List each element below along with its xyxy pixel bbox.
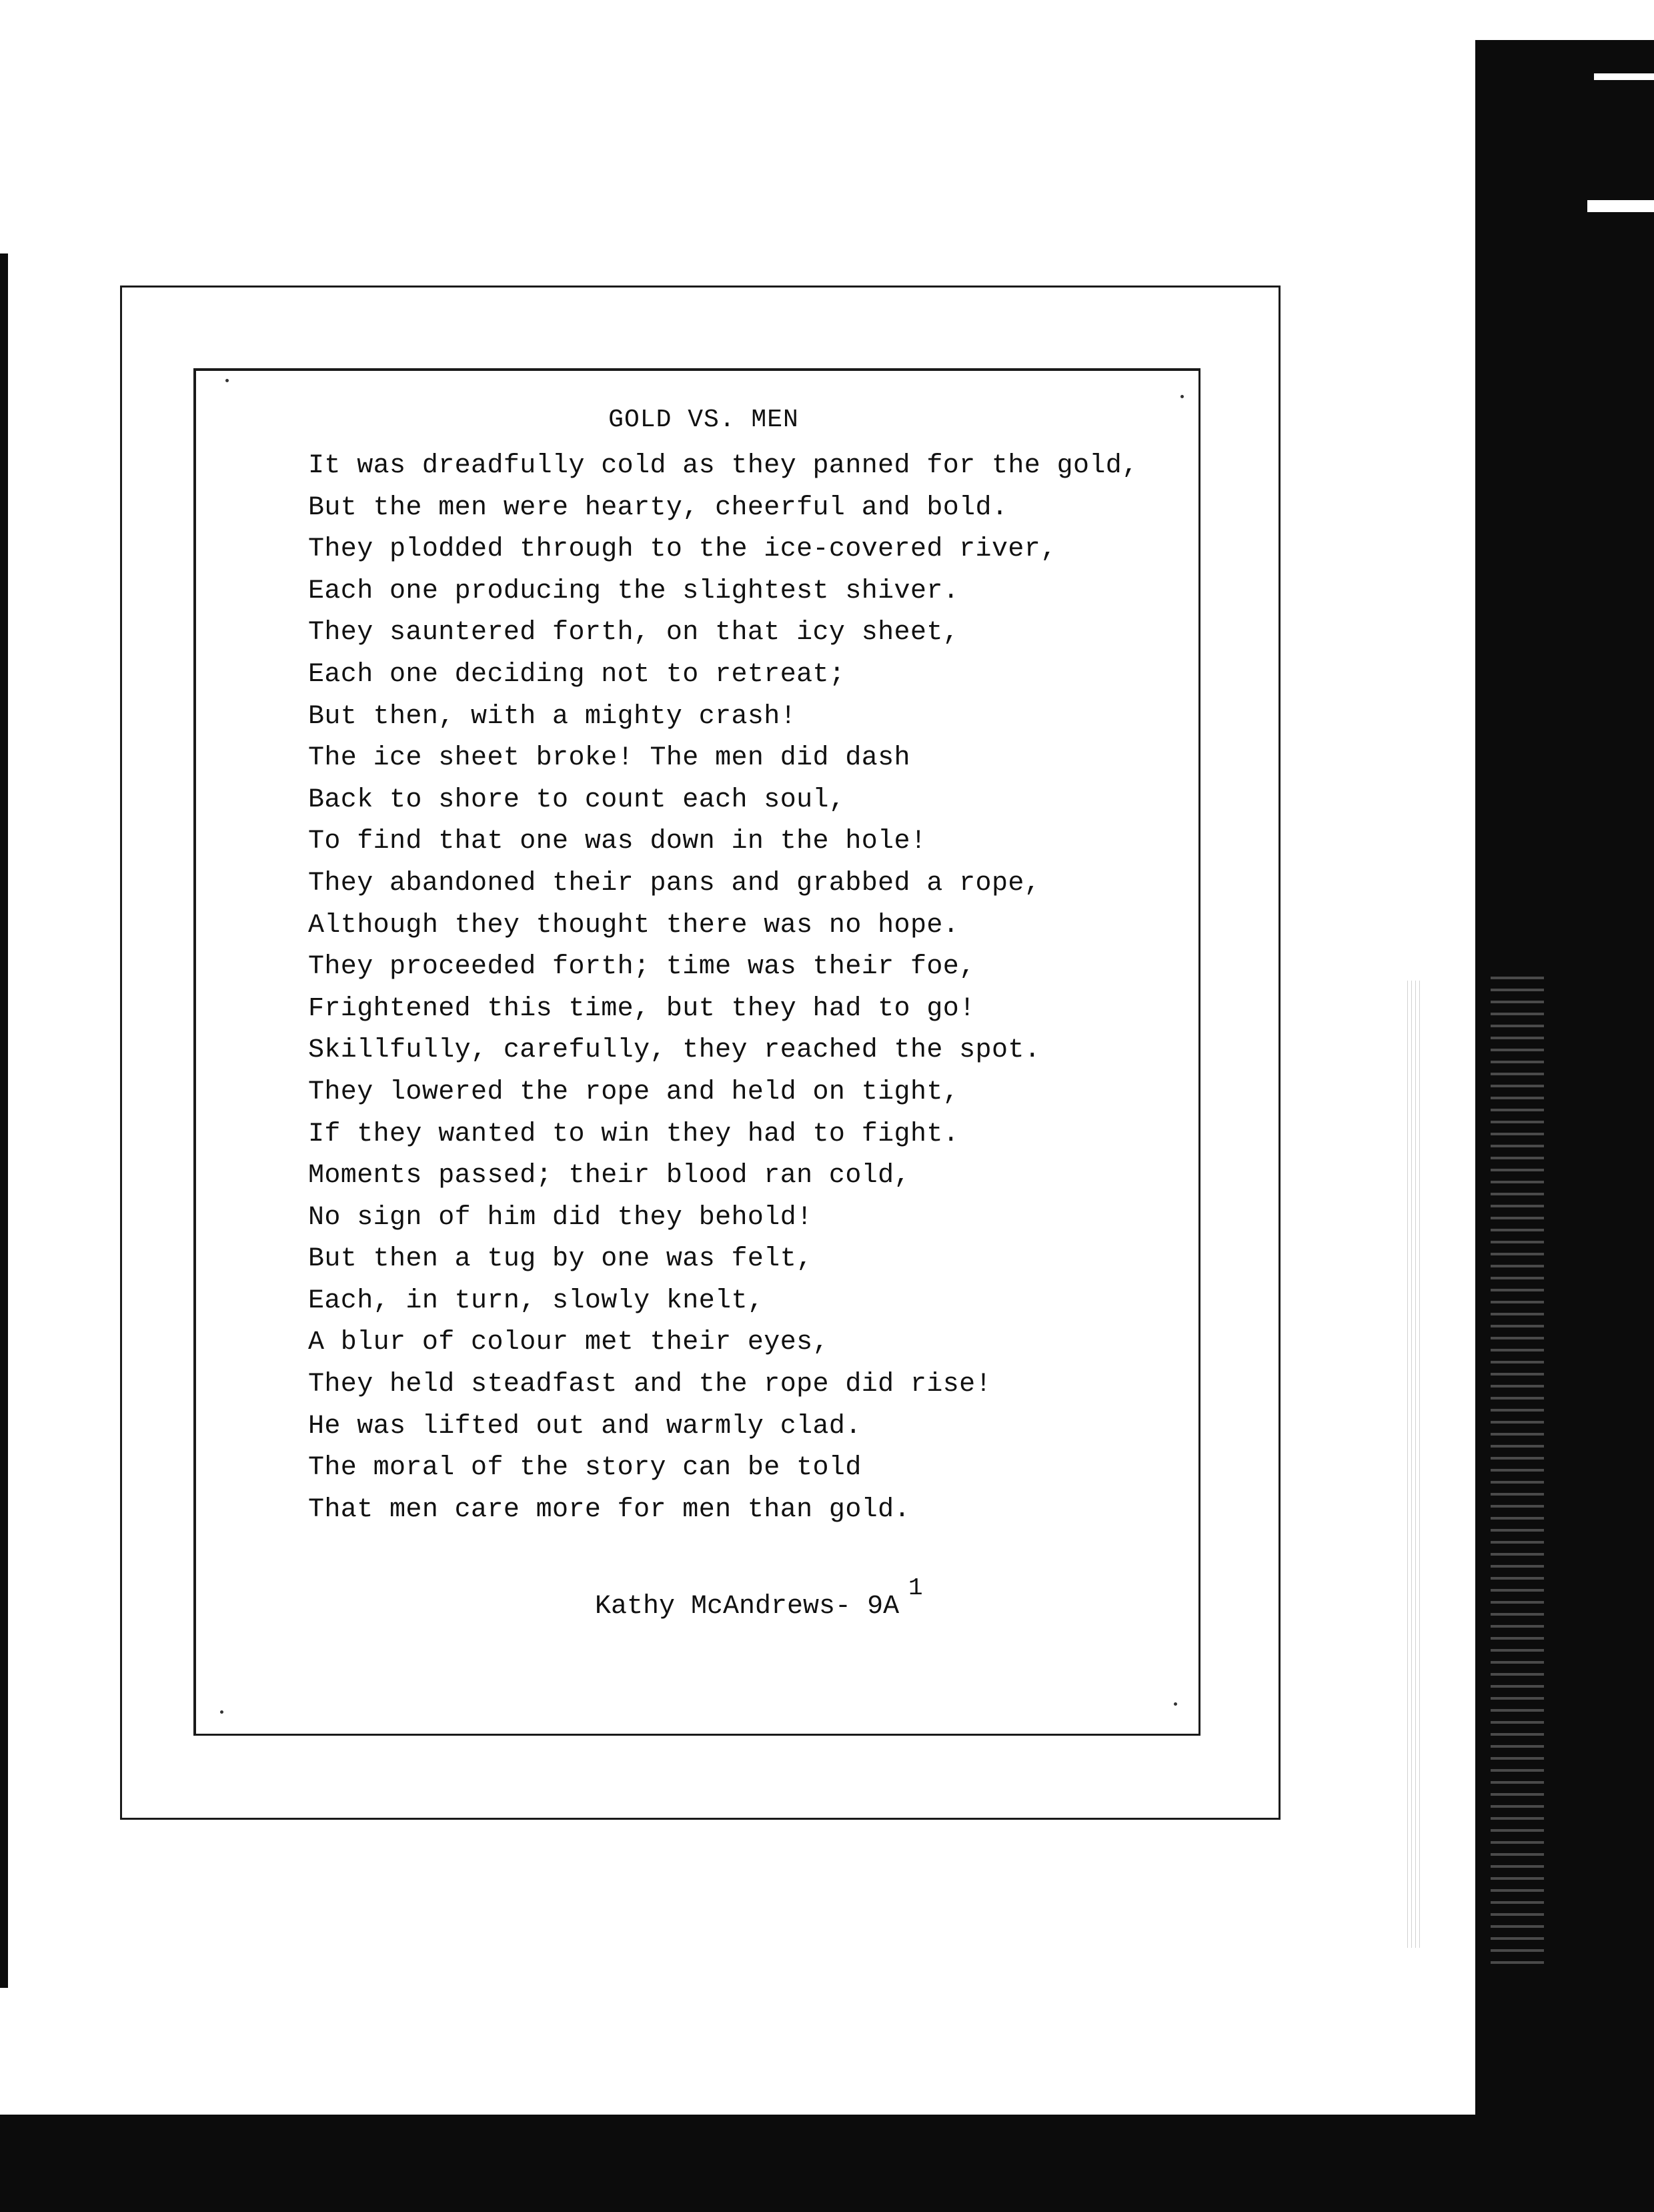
scan-noise-right [1491, 967, 1544, 1968]
poem-line: A blur of colour met their eyes, [308, 1327, 829, 1358]
poem-line: Frightened this time, but they had to go! [308, 993, 976, 1024]
poem-line: But the men were hearty, cheerful and bold. [308, 492, 1008, 523]
scan-shadow-left [0, 253, 8, 1988]
poem-line: If they wanted to win they had to fight. [308, 1119, 960, 1149]
poem-line: No sign of him did they behold! [308, 1202, 813, 1233]
poem-line: They proceeded forth; time was their foe, [308, 952, 976, 983]
poem-line: But then a tug by one was felt, [308, 1244, 813, 1275]
scan-shadow-bottom [0, 2115, 1654, 2212]
scan-highlight [1587, 200, 1654, 212]
poem-line: To find that one was down in the hole! [308, 826, 927, 857]
poem-line: Each one deciding not to retreat; [308, 659, 846, 690]
poem-line: Each, in turn, slowly knelt, [308, 1285, 764, 1316]
poem-line: That men care more for men than gold. [308, 1494, 910, 1525]
dust-speck [220, 1710, 223, 1714]
poem-line: They lowered the rope and held on tight, [308, 1077, 960, 1107]
poem-line: They abandoned their pans and grabbed a rope, [308, 868, 1041, 899]
poem-line: They held steadfast and the rope did rise! [308, 1369, 992, 1400]
poem-line: But then, with a mighty crash! [308, 701, 797, 732]
author-signature: Kathy McAndrews- 9A [595, 1592, 900, 1622]
poem-line: They sauntered forth, on that icy sheet, [308, 618, 960, 648]
poem-line: Moments passed; their blood ran cold, [308, 1161, 910, 1191]
scan-highlight [1594, 73, 1654, 80]
poem-line: The moral of the story can be told [308, 1453, 862, 1484]
poem-line: They plodded through to the ice-covered river, [308, 534, 1057, 565]
dust-speck [1174, 1702, 1177, 1706]
poem-line: Skillfully, carefully, they reached the spot. [308, 1035, 1041, 1066]
dust-speck [1180, 395, 1184, 398]
poem-line: Each one producing the slightest shiver. [308, 576, 960, 606]
scan-noise-streaks [1404, 981, 1423, 1948]
poem-line: It was dreadfully cold as they panned for the gold, [308, 451, 1138, 481]
author-superscript: 1 [908, 1574, 923, 1602]
poem-line: Back to shore to count each soul, [308, 784, 846, 815]
dust-speck [225, 379, 229, 382]
poem-line: He was lifted out and warmly clad. [308, 1411, 862, 1442]
poem-title: GOLD VS. MEN [608, 406, 799, 434]
poem-line: Although they thought there was no hope. [308, 910, 960, 941]
poem-line: The ice sheet broke! The men did dash [308, 743, 910, 774]
poem-body [308, 446, 1188, 1531]
